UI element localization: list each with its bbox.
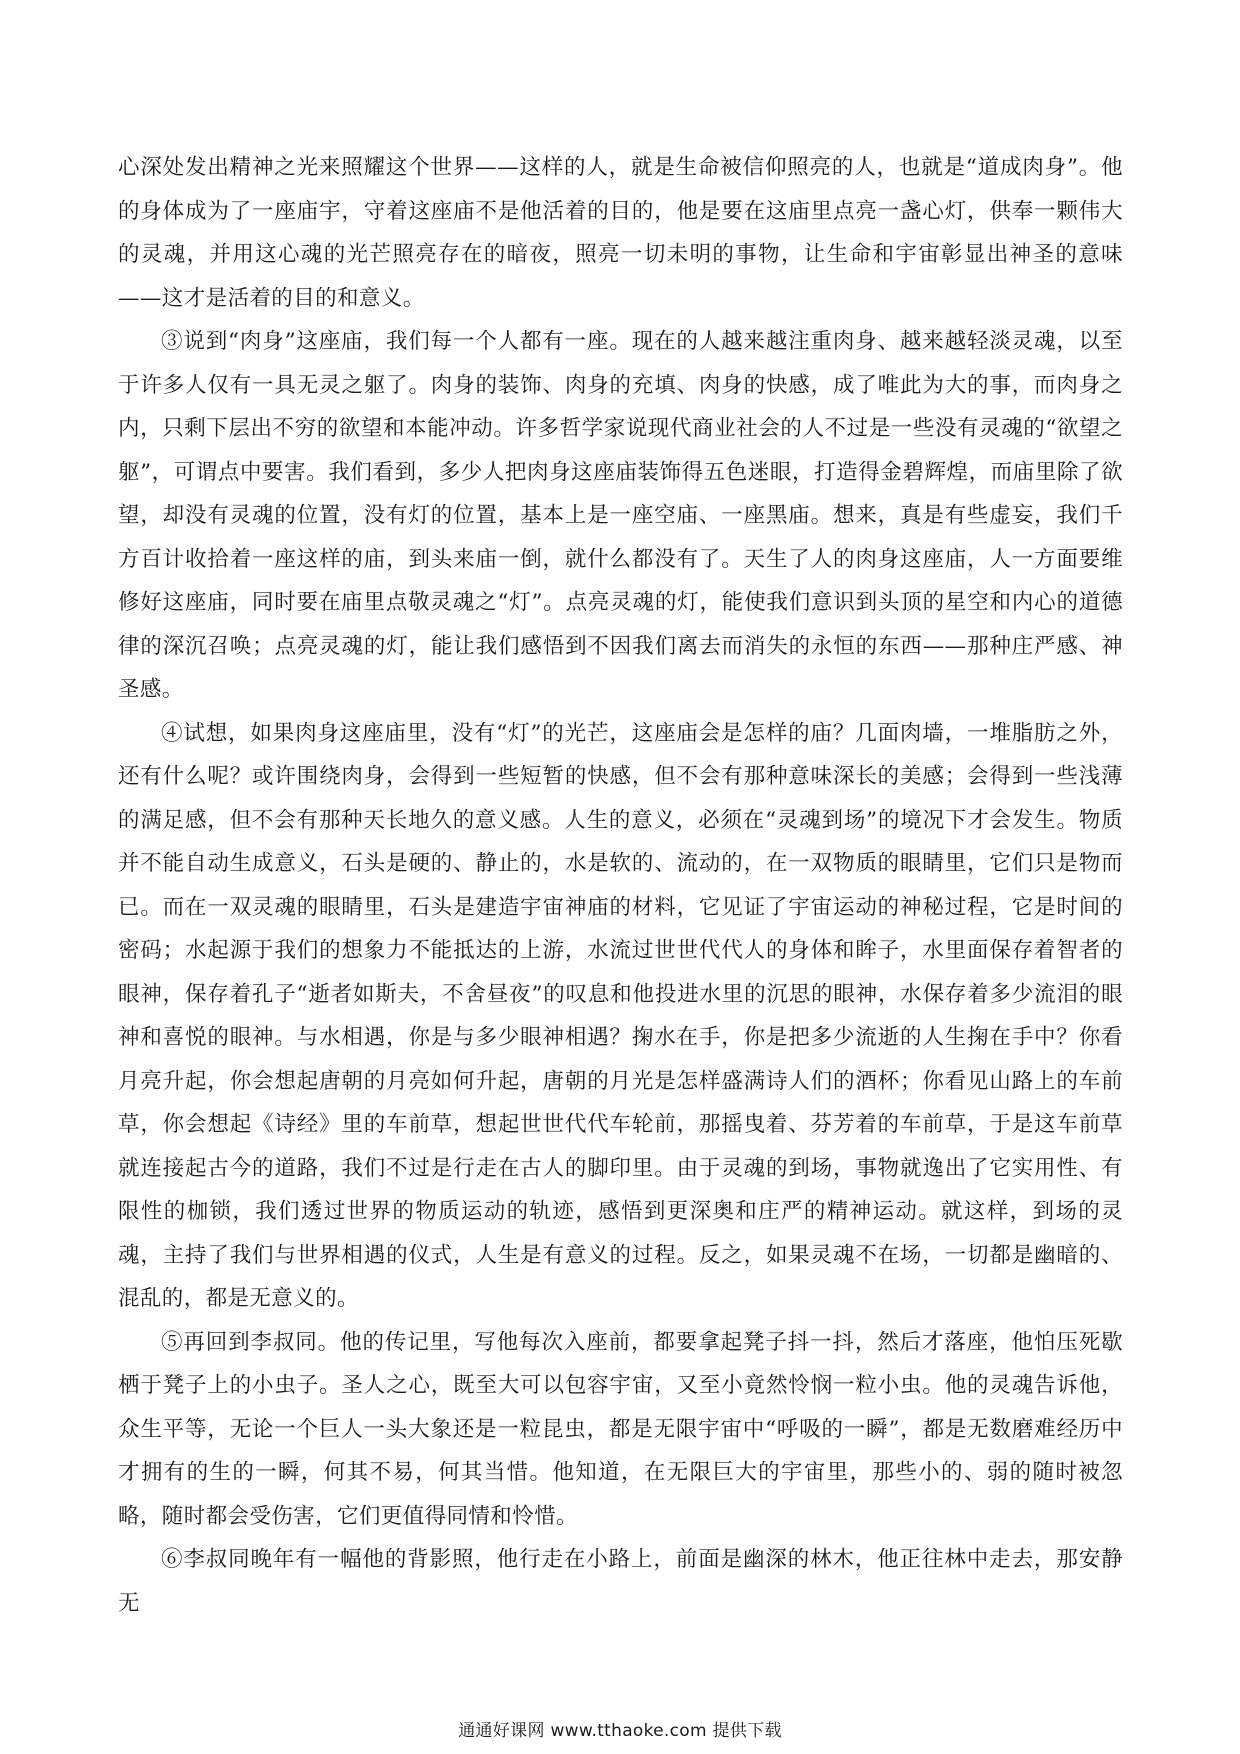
paragraph-4: ④试想，如果肉身这座庙里，没有“灯”的光芒，这座庙会是怎样的庙？几面肉墙，一堆脂肪之外，还有什么呢？或许围绕肉身，会得到一些短暂的快感，但不会有那种意味深长的美感；会得到一些浅薄的满足感，但不会有那种天长地久的意义感。人生的意义，必须在“灵魂到场”的境况下才会发生。物质并不能自动生成意义，石头是硬的、静止的，水是软的、流动的，在一双物质的眼睛里，它们只是物而已。而在一双灵魂的眼睛里，石头是建造宇宙神庙的材料，它见证了宇宙运动的神秘过程，它是时间的密码；水起源于我们的想象力不能抵达的上游，水流过世世代代人的身体和眸子，水里面保存着智者的眼神，保存着孔子“逝者如斯夫，不舍昼夜”的叹息和他投进水里的沉思的眼神，水保存着多少流泪的眼神和喜悦的眼神。与水相遇，你是与多少眼神相遇？掬水在手，你是把多少流逝的人生掬在手中？你看月亮升起，你会想起唐朝的月亮如何升起，唐朝的月光是怎样盛满诗人们的酒杯；你看见山路上的车前草，你会想起《诗经》里的车前草，想起世世代代车轮前，那摇曳着、芬芳着的车前草，于是这车前草就连接起古今的道路，我们不过是行走在古人的脚印里。由于灵魂的到场，事物就逸出了它实用性、有限性的枷锁，我们透过世界的物质运动的轨迹，感悟到更深奥和庄严的精神运动。就这样，到场的灵魂，主持了我们与世界相遇的仪式，人生是有意义的过程。反之，如果灵魂不在场，一切都是幽暗的、混乱的，都是无意义的。 xyxy=(118,720,1123,1311)
page-footer: 通通好课网 www.tthaoke.com 提供下载 xyxy=(458,1721,782,1741)
paragraph-5: ⑤再回到李叔同。他的传记里，写他每次入座前，都要拿起凳子抖一抖，然后才落座，他怕压死歇栖于凳子上的小虫子。圣人之心，既至大可以包容宇宙，又至小竟然怜悯一粒小虫。他的灵魂告诉他，众生平等，无论一个巨人一头大象还是一粒昆虫，都是无限宇宙中“呼吸的一瞬”，都是无数磨难经历中才拥有的生的一瞬，何其不易，何其当惜。他知道，在无限巨大的宇宙里，那些小的、弱的随时被忽略，随时都会受伤害，它们更值得同情和怜惜。 xyxy=(118,1329,1123,1529)
paragraph-continued: 心深处发出精神之光来照耀这个世界——这样的人，就是生命被信仰照亮的人，也就是“道成肉身”。他的身体成为了一座庙宇，守着这座庙不是他活着的目的，他是要在这庙里点亮一盏心灯，供奉一颗伟大的灵魂，并用这心魂的光芒照亮存在的暗夜，照亮一切未明的事物，让生命和宇宙彰显出神圣的意味——这才是活着的目的和意义。 xyxy=(118,155,1123,311)
paragraph-6: ⑥李叔同晚年有一幅他的背影照，他行走在小路上，前面是幽深的林木，他正往林中走去，那安静无 xyxy=(118,1547,1123,1616)
paragraph-3: ③说到“肉身”这座庙，我们每一个人都有一座。现在的人越来越注重肉身、越来越轻淡灵魂，以至于许多人仅有一具无灵之躯了。肉身的装饰、肉身的充填、肉身的快感，成了唯此为大的事，而肉身之内，只剩下层出不穷的欲望和本能冲动。许多哲学家说现代商业社会的人不过是一些没有灵魂的“欲望之躯”，可谓点中要害。我们看到，多少人把肉身这座庙装饰得五色迷眼，打造得金碧辉煌，而庙里除了欲望，却没有灵魂的位置，没有灯的位置，基本上是一座空庙、一座黑庙。想来，真是有些虚妄，我们千方百计收拾着一座这样的庙，到头来庙一倒，就什么都没有了。天生了人的肉身这座庙，人一方面要维修好这座庙，同时要在庙里点敬灵魂之“灯”。点亮灵魂的灯，能使我们意识到头顶的星空和内心的道德律的深沉召唤；点亮灵魂的灯，能让我们感悟到不因我们离去而消失的永恒的东西——那种庄严感、神圣感。 xyxy=(118,329,1123,702)
document-body xyxy=(118,146,1123,1625)
